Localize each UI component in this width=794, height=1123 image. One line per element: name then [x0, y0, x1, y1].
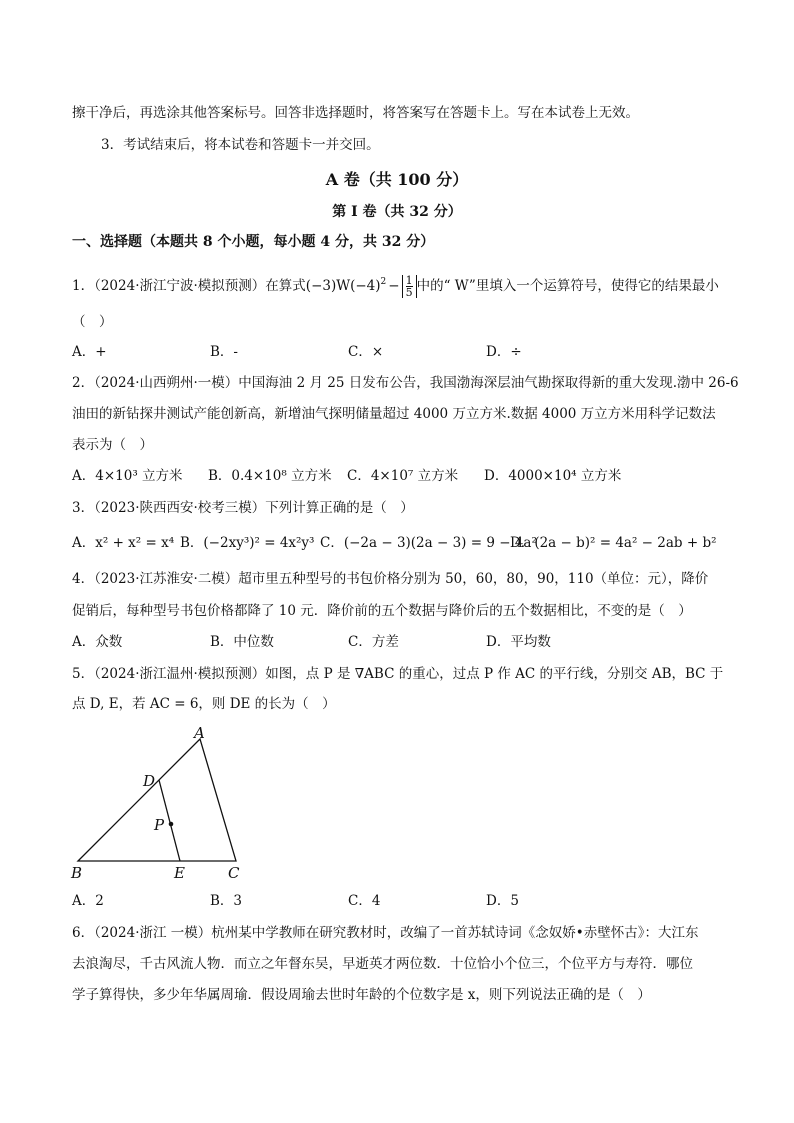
option-d[interactable]: D．平均数	[486, 634, 551, 650]
option-c[interactable]: C．×	[348, 344, 384, 360]
note-line-3: 3．考试结束后，将本试卷和答题卡一并交回。	[101, 137, 380, 153]
question-6-line-1: 6．（2024·浙江 一模）杭州某中学教师在研究教材时，改编了一首苏轼诗词《念奴娇•赤壁怀古》：大江东	[72, 925, 699, 941]
abs-fraction: $\frac{1}{5}$	[402, 275, 417, 298]
option-a[interactable]: A．4×10³ 立方米	[72, 468, 183, 484]
question-5-line-1: 5．（2024·浙江温州·模拟预测）如图，点 P 是 ∇ABC 的重心，过点 P 作 AC 的平行线，分别交 AB，BC 于	[72, 666, 724, 682]
question-5-line-2: 点 D, E，若 AC = 6，则 DE 的长为（ ）	[72, 696, 336, 712]
option-c[interactable]: C．方差	[348, 634, 399, 650]
option-a[interactable]: A．+	[72, 344, 107, 360]
question-1-paren: （ ）	[72, 314, 113, 330]
option-c[interactable]: C．(−2a − 3)(2a − 3) = 9 − 4a²	[320, 535, 537, 551]
question-2-line-2: 油田的新钻探井测试产能创新高，新增油气探明储量超过 4000 万立方米.数据 4000 万立方米用科学记数法	[72, 406, 716, 422]
question-1-expression: $(-3)W(-4)^2$ − $\frac{1}{5}$	[306, 278, 417, 294]
question-2-line-1: 2．（2024·山西朔州·一模）中国海油 2 月 25 日发布公告，我国渤海深层油气勘探取得新的重大发现.渤中 26-6	[72, 375, 739, 391]
triangle-figure	[66, 722, 256, 882]
option-b[interactable]: B．-	[210, 344, 238, 360]
label-a: A	[194, 724, 205, 742]
note-line-continued: 擦干净后，再选涂其他答案标号。回答非选择题时，将答案写在答题卡上。写在本试卷上无效。	[72, 105, 639, 121]
option-a[interactable]: A．x² + x² = x⁴	[72, 535, 175, 551]
label-p: P	[154, 816, 165, 834]
option-b[interactable]: B．(−2xy³)² = 4x²y³	[180, 535, 315, 551]
section-1-heading: 一、选择题（本题共 8 个小题，每小题 4 分，共 32 分）	[72, 234, 435, 250]
option-d[interactable]: D．(2a − b)² = 4a² − 2ab + b²	[510, 535, 717, 551]
question-2-line-3: 表示为（ ）	[72, 437, 153, 453]
option-b[interactable]: B．中位数	[210, 634, 274, 650]
label-e: E	[174, 864, 185, 882]
option-b[interactable]: B．0.4×10⁸ 立方米	[208, 468, 332, 484]
triangle-abc	[78, 739, 236, 861]
centroid-point-p	[169, 822, 174, 827]
option-a[interactable]: A．众数	[72, 634, 123, 650]
option-c[interactable]: C．4	[348, 893, 381, 909]
question-6-line-3: 学子算得快，多少年华属周瑜．假设周瑜去世时年龄的个位数字是 x，则下列说法正确的是（ ）	[72, 987, 651, 1003]
option-d[interactable]: D．÷	[486, 344, 522, 360]
question-6-line-2: 去浪淘尽，千古风流人物．而立之年督东吴，早逝英才两位数．十位恰小个位三，个位平方与寿符．哪位	[72, 956, 693, 972]
question-3-line-1: 3．（2023·陕西西安·校考三模）下列计算正确的是（ ）	[72, 500, 414, 516]
part-a-heading: A 卷（共 100 分）	[325, 170, 469, 189]
question-1-source: （2024·浙江宁波·模拟预测）在算式	[94, 278, 306, 294]
question-4-line-2: 促销后，每种型号书包价格都降了 10 元．降价前的五个数据与降价后的五个数据相比，不变的是（ ）	[72, 603, 692, 619]
option-a[interactable]: A．2	[72, 893, 104, 909]
option-c[interactable]: C．4×10⁷ 立方米	[347, 468, 459, 484]
label-c: C	[228, 864, 240, 882]
question-4-line-1: 4．（2023·江苏淮安·二模）超市里五种型号的书包价格分别为 50，60，80，90，110（单位：元），降价	[72, 571, 709, 587]
question-1-text: 中的“ W”里填入一个运算符号，使得它的结果最小	[416, 278, 719, 294]
volume-1-heading: 第 I 卷（共 32 分）	[332, 204, 462, 220]
option-b[interactable]: B．3	[210, 893, 243, 909]
label-d: D	[143, 772, 156, 790]
question-1-stem	[72, 273, 719, 298]
option-d[interactable]: D．5	[486, 893, 519, 909]
option-d[interactable]: D．4000×10⁴ 立方米	[484, 468, 622, 484]
label-b: B	[71, 864, 83, 882]
question-1-number: 1．	[72, 278, 95, 294]
